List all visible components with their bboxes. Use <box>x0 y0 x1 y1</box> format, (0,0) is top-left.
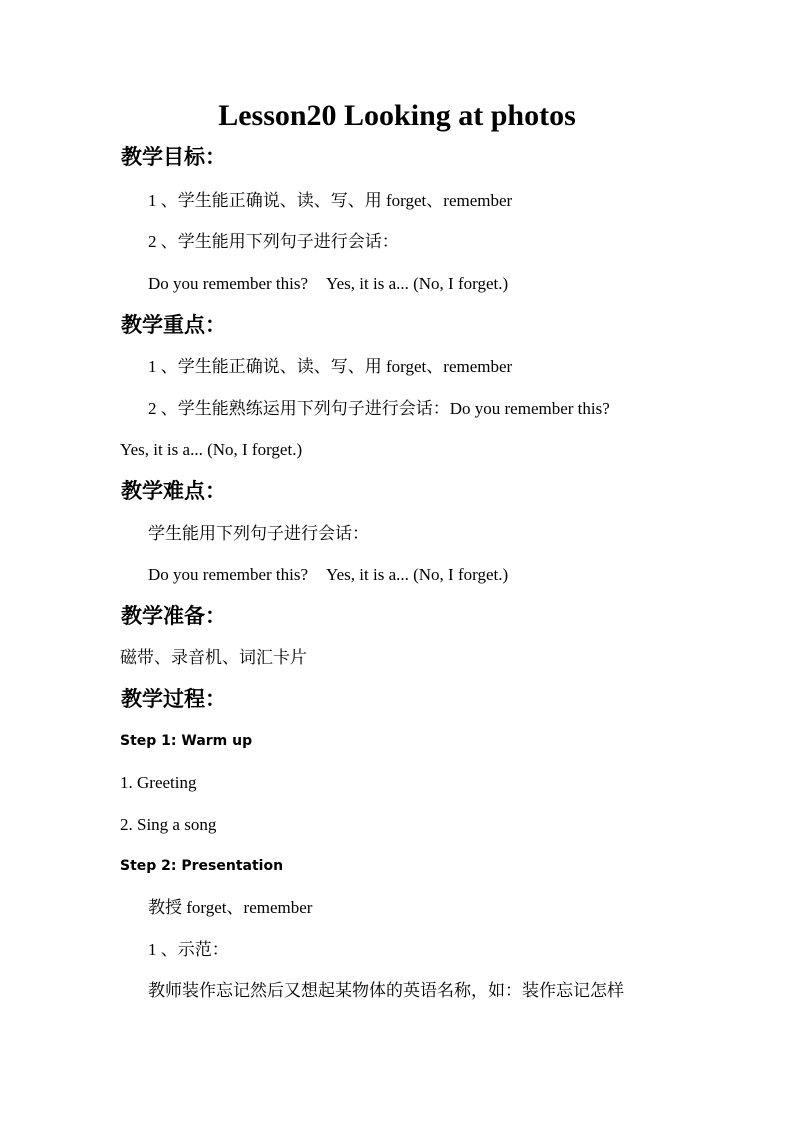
objectives-dialog <box>148 275 508 292</box>
step-1-item-2: 2. Sing a song <box>120 815 217 834</box>
step-2-heading: Step 2: Presentation <box>120 858 284 874</box>
objectives-item-1: 1 、学生能正确说、读、写、用 forget、remember <box>148 191 513 210</box>
key-points-item-1: 1 、学生能正确说、读、写、用 forget、remember <box>148 357 513 376</box>
preparation-heading: 教学准备： <box>121 604 226 628</box>
difficulties-dialog <box>148 566 508 583</box>
step-2-demo: 1 、示范： <box>148 940 229 959</box>
preparation-text: 磁带、录音机、词汇卡片 <box>120 648 307 667</box>
difficulties-heading: 教学难点： <box>121 479 226 503</box>
dialog-answer: Yes, it is a... (No, I forget.) <box>326 274 509 293</box>
step-1-item-1: 1. Greeting <box>120 773 197 792</box>
difficulties-text: 学生能用下列句子进行会话： <box>148 524 369 543</box>
process-heading: 教学过程： <box>121 687 226 711</box>
page-title: Lesson20 Looking at photos <box>218 99 576 132</box>
objectives-item-2: 2 、学生能用下列句子进行会话： <box>148 232 399 251</box>
objectives-heading: 教学目标： <box>121 145 226 169</box>
key-points-item-2: 2 、学生能熟练运用下列句子进行会话：Do you remember this? <box>148 399 610 418</box>
step-2-demo-text: 教师装作忘记然后又想起某物体的英语名称，如：装作忘记怎样 <box>148 981 624 1000</box>
step-2-teach: 教授 forget、remember <box>148 898 313 917</box>
step-1-heading: Step 1: Warm up <box>120 733 253 749</box>
dialog-question: Do you remember this? <box>148 565 309 584</box>
key-points-item-2-continued: Yes, it is a... (No, I forget.) <box>120 440 303 459</box>
dialog-question: Do you remember this? <box>148 274 309 293</box>
dialog-answer: Yes, it is a... (No, I forget.) <box>326 565 509 584</box>
key-points-heading: 教学重点： <box>121 313 226 337</box>
